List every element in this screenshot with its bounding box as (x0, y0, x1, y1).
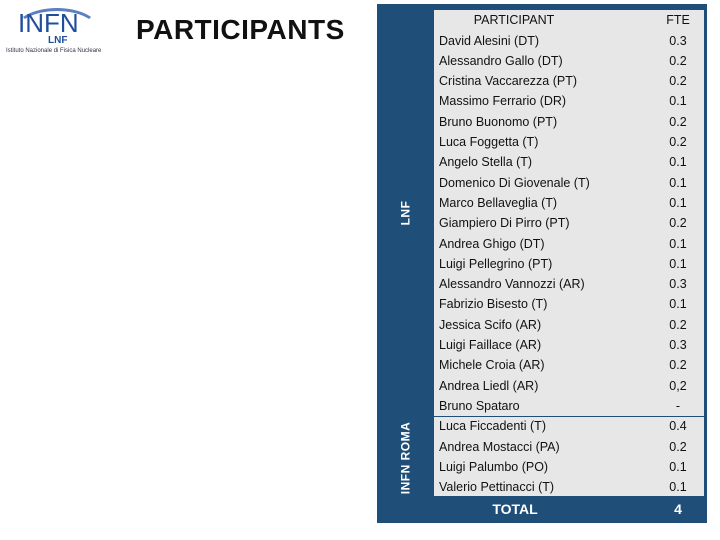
table-row (434, 294, 704, 314)
participant-name: Bruno Buonomo (PT) (439, 114, 558, 129)
table-row (434, 152, 704, 172)
participant-fte: 0.1 (669, 480, 687, 495)
participant-fte: 0.2 (669, 439, 687, 454)
participant-fte: 0.3 (669, 277, 687, 292)
participant-fte: 0.2 (669, 53, 687, 68)
total-value: 4 (674, 501, 682, 517)
participant-name: Michele Croia (AR) (439, 358, 545, 373)
table-row (434, 436, 704, 456)
group-label-text: LNF (397, 200, 412, 226)
participant-name: Alessandro Gallo (DT) (439, 53, 563, 68)
table-row (434, 193, 704, 213)
participant-name: Andrea Ghigo (DT) (439, 236, 545, 251)
logo-institution: Istituto Nazionale di Fisica Nucleare (6, 48, 102, 54)
total-row (434, 498, 704, 520)
participant-name: Marco Bellaveglia (T) (439, 195, 558, 210)
participant-name: Angelo Stella (T) (439, 155, 533, 170)
table-row (434, 376, 704, 396)
participant-fte: 0.4 (669, 419, 687, 434)
table-row (434, 173, 704, 193)
participant-name: Valerio Pettinacci (T) (439, 480, 555, 495)
table-row (434, 274, 704, 294)
header-participant: PARTICIPANT (473, 13, 555, 28)
table-row (434, 355, 704, 375)
participant-name: Andrea Mostacci (PA) (439, 439, 560, 454)
table-row (434, 477, 704, 497)
table-header (434, 10, 704, 30)
participant-name: Luigi Faillace (AR) (439, 338, 542, 353)
table-row (434, 457, 704, 477)
group-label-lnf (381, 10, 429, 416)
participant-name: Fabrizio Bisesto (T) (439, 297, 548, 312)
table-row (434, 132, 704, 152)
table-row (434, 213, 704, 233)
group-separator (381, 414, 429, 417)
participant-fte: 0.2 (669, 74, 687, 89)
table-row (434, 396, 704, 417)
participant-fte: 0.1 (669, 459, 687, 474)
logo-text: INFN (18, 8, 79, 38)
participant-name: Alessandro Vannozzi (AR) (439, 277, 585, 292)
participant-name: Massimo Ferrario (DR) (439, 94, 567, 109)
participant-name: Luigi Pellegrino (PT) (439, 256, 553, 271)
table-row (434, 233, 704, 253)
table-row (434, 254, 704, 274)
participant-fte: 0.1 (669, 155, 687, 170)
participant-fte: - (675, 398, 681, 413)
table-row (434, 315, 704, 335)
participant-name: Jessica Scifo (AR) (439, 317, 542, 332)
table-row (434, 71, 704, 91)
participant-fte: 0.1 (669, 236, 687, 251)
participant-fte: 0.1 (669, 94, 687, 109)
header-fte: FTE (666, 13, 690, 28)
participant-name: Giampiero Di Pirro (PT) (439, 216, 570, 231)
group-label-infn-roma (381, 418, 429, 498)
participant-name: Luigi Palumbo (PO) (439, 459, 549, 474)
table-row (434, 91, 704, 111)
table-row (434, 335, 704, 355)
participant-name: Cristina Vaccarezza (PT) (439, 74, 577, 89)
participant-fte: 0.2 (669, 317, 687, 332)
infn-logo (4, 6, 100, 56)
participant-name: Luca Ficcadenti (T) (439, 419, 546, 434)
participant-fte: 0.1 (669, 195, 687, 210)
table-row (434, 30, 704, 50)
participant-fte: 0.2 (669, 358, 687, 373)
participant-name: David Alesini (DT) (439, 33, 540, 48)
logo-subtext: LNF (48, 35, 68, 46)
participant-name: Andrea Liedl (AR) (439, 378, 539, 393)
participant-name: Domenico Di Giovenale (T) (439, 175, 590, 190)
group-label-text: INFN ROMA (398, 421, 412, 495)
participant-fte: 0.2 (669, 114, 687, 129)
participant-fte: 0.3 (669, 338, 687, 353)
participant-fte: 0.1 (669, 297, 687, 312)
participant-fte: 0.1 (669, 256, 687, 271)
participant-fte: 0.3 (669, 33, 687, 48)
participant-name: Luca Foggetta (T) (439, 135, 539, 150)
total-label: TOTAL (492, 501, 538, 517)
participant-fte: 0,2 (669, 378, 687, 393)
participant-fte: 0.1 (669, 175, 687, 190)
participant-name: Bruno Spataro (439, 398, 520, 413)
participant-fte: 0.2 (669, 135, 687, 150)
table-row (434, 112, 704, 132)
participant-fte: 0.2 (669, 216, 687, 231)
page-title: PARTICIPANTS (136, 14, 345, 45)
table-row (434, 51, 704, 71)
table-row (434, 416, 704, 436)
